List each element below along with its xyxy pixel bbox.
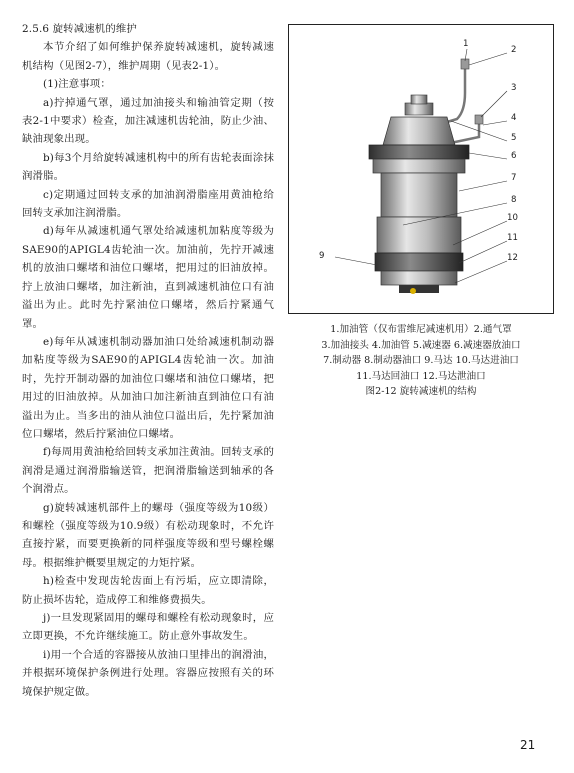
- callout-6: 6: [511, 151, 517, 161]
- page-number: 21: [520, 738, 536, 752]
- paragraph: f)每周用黄油枪给回转支承加注黄油。回转支承的润滑是通过润滑脂输送管，把润滑脂输送到轴承的各个润滑点。: [22, 446, 274, 496]
- paragraph: c)定期通过回转支承的加油润滑脂座用黄油枪给回转支承加注润滑脂。: [22, 188, 274, 220]
- legend-line: 1.加油管（仅布雷维尼减速机用）2.通气罩: [330, 324, 512, 335]
- reducer-flange: [369, 145, 469, 159]
- reducer-figure: [288, 24, 554, 314]
- legend-line: 7.制动器 8.制动器油口 9.马达 10.马达进油口: [323, 355, 519, 367]
- callout-11: 11: [507, 233, 518, 243]
- oil-pipe: [437, 63, 465, 125]
- callout-8: 8: [511, 195, 517, 205]
- callout-2: 2: [511, 45, 517, 55]
- figure-caption: 图2-12 旋转减速机的结构: [365, 386, 477, 398]
- motor: [375, 253, 463, 271]
- callout-7: 7: [511, 173, 517, 183]
- figure-legend: [288, 322, 554, 400]
- callout-1: 1: [463, 39, 469, 49]
- paragraph: j)一旦发现紧固用的螺母和螺栓有松动现象时，应立即更换，不允许继续施工。防止意外事故发生。: [22, 612, 274, 643]
- callout-9: 9: [319, 251, 325, 261]
- paragraph: e)每年从减速机制动器加油口处给减速机制动器加粘度等级为SAE90的APIGL4齿轮油一次。加油时，先拧开制动器的加油位口螺堵和油位口螺堵，把用过的旧油放掉。从加油口加注新油直到油位口有油溢出为止。当多出的油从油位口溢出后，先拧紧加油位口螺堵，然后拧紧油位口螺堵。: [22, 335, 274, 440]
- callout-12: 12: [507, 253, 518, 263]
- paragraph: g)旋转减速机部件上的螺母（强度等级为10级）和螺栓（强度等级为10.9级）有松动现象时，不允许直接拧紧，而要更换新的同样强度等级和型号螺栓螺母。根据维护概要里规定的力矩拧紧。: [22, 501, 274, 569]
- callout-3: 3: [511, 83, 517, 93]
- text-column: [22, 20, 274, 701]
- legend-line: 11.马达回油口 12.马达泄油口: [356, 370, 486, 382]
- section-heading: 2.5.6 旋转减速机的维护: [22, 23, 137, 35]
- callout-5: 5: [511, 133, 517, 143]
- paragraph: d)每年从减速机通气罩处给减速机加粘度等级为SAE90的APIGL4齿轮油一次。加油前，先拧开减速机的放油口螺堵和油位口螺堵，把用过的旧油放掉。拧上放油口螺堵，加注新油，直到减速机油位口有油溢出为止。此时先拧紧油位口螺堵，然后拧紧通气罩。: [22, 225, 274, 330]
- paragraph: i)用一个合适的容器接从放油口里排出的润滑油，并根据环境保护条例进行处理。容器应按照有关的环境保护规定做。: [22, 648, 274, 698]
- paragraph: (1)注意事项：: [43, 78, 111, 91]
- paragraph: h)检查中发现齿轮齿面上有污垢，应立即清除，防止损坏齿轮，造成停工和维修费损失。: [22, 575, 274, 606]
- reducer-drawing: [289, 25, 553, 313]
- legend-line: 3.加油接头 4.加油管 5.减速器 6.减速器放油口: [321, 339, 521, 351]
- callout-10: 10: [507, 213, 518, 223]
- reducer-body: [381, 173, 457, 217]
- paragraph: a)拧掉通气罩，通过加油接头和输油管定期（按表2-1中要求）检查，加注减速机齿轮油，防止少油、缺油现象出现。: [22, 96, 274, 146]
- paragraph: b)每3个月给旋转减速机构中的所有齿轮表面涂抹润滑脂。: [22, 151, 274, 183]
- callout-4: 4: [511, 113, 517, 123]
- breather-cap: [405, 103, 433, 115]
- brake: [377, 217, 461, 253]
- paragraph: 本节介绍了如何维护保养旋转减速机，旋转减速机结构（见图2-7），维护周期（见表2-1）。: [22, 41, 274, 72]
